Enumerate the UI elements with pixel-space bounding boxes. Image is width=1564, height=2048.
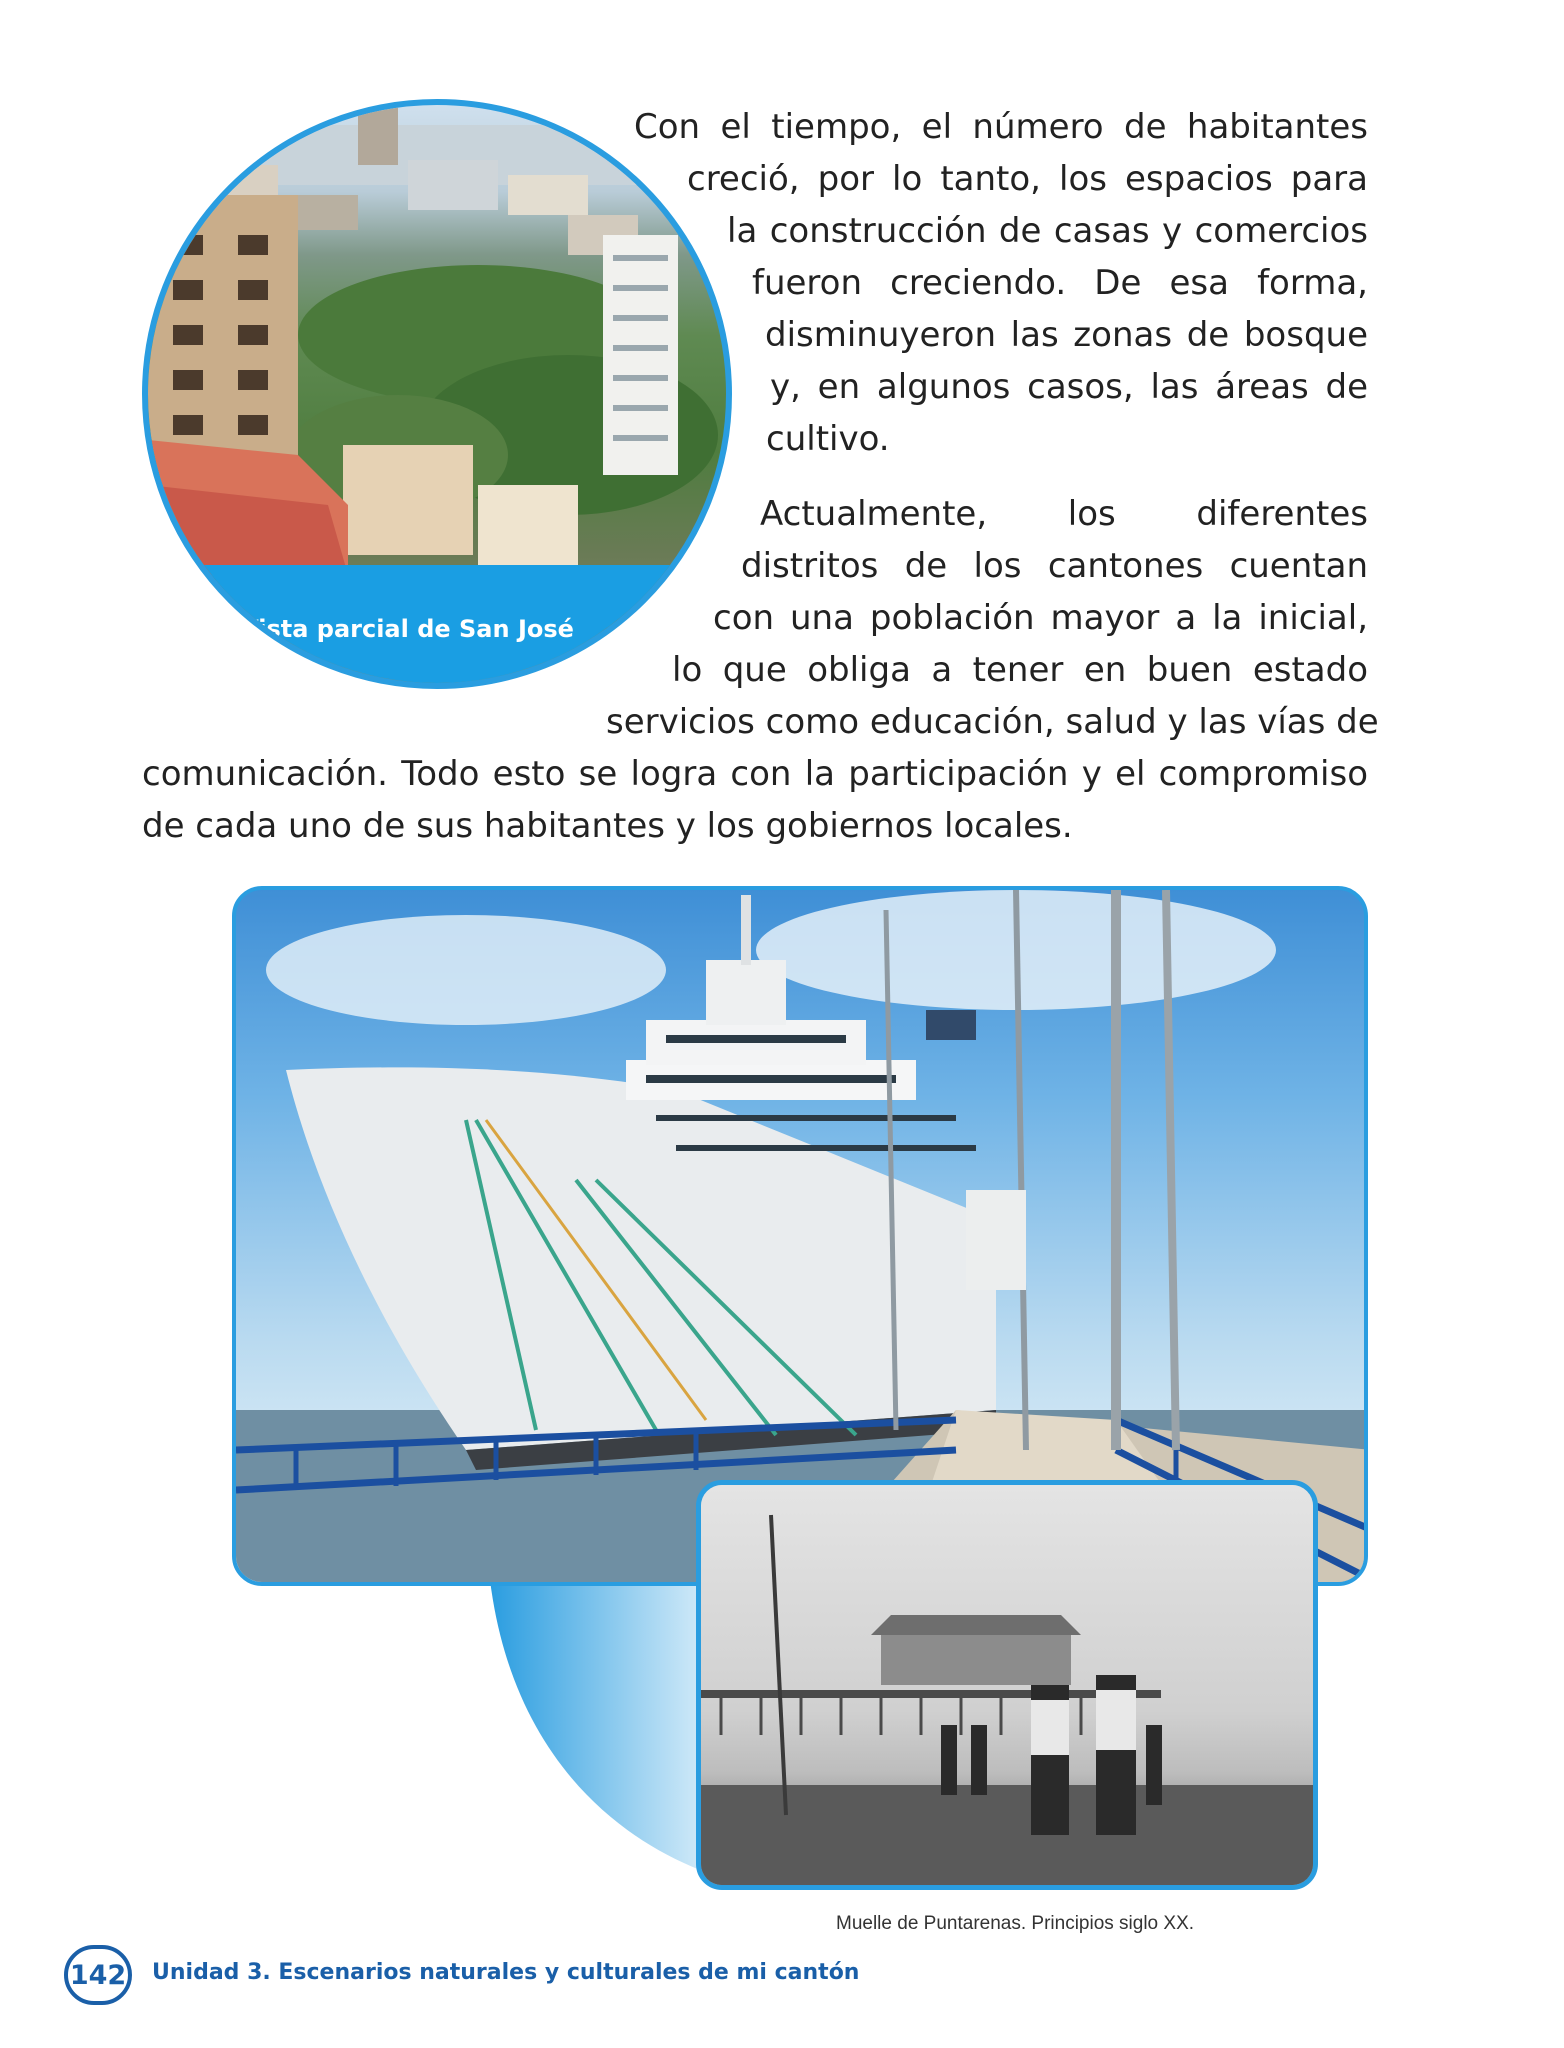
paragraph-line: creció, por lo tanto, los espacios para: [687, 159, 1368, 199]
paragraph-line: fueron creciendo. De esa forma,: [752, 263, 1368, 303]
paragraph-line: la construcción de casas y comercios: [727, 211, 1368, 251]
paragraph-line: distritos de los cantones cuentan: [741, 546, 1368, 586]
paragraph-line: con una población mayor a la inicial,: [713, 598, 1368, 638]
paragraph-line: lo que obliga a tener en buen estado: [672, 650, 1368, 690]
paragraph-line: disminuyeron las zonas de bosque: [765, 315, 1368, 355]
circle-photo-caption: Vista parcial de San José: [240, 615, 574, 643]
paragraph-line: servicios como educación, salud y las vías de: [606, 702, 1379, 742]
paragraph-1: [0, 101, 1368, 465]
old-photo-caption: Muelle de Puntarenas. Principios siglo XX.: [836, 1913, 1195, 1934]
paragraph-2: [0, 488, 1379, 852]
paragraph-line: y, en algunos casos, las áreas de: [770, 367, 1368, 407]
paragraph-line: Con el tiempo, el número de habitantes: [634, 107, 1368, 147]
paragraph-line: cultivo.: [766, 419, 890, 459]
page-number: 142: [64, 1945, 132, 2005]
paragraph-line: Actualmente, los diferentes: [760, 494, 1368, 534]
old-pier-photo: [696, 1480, 1318, 1890]
unit-title: Unidad 3. Escenarios naturales y culturales de mi cantón: [152, 1960, 860, 1985]
paragraph-line: comunicación. Todo esto se logra con la participación y el compromiso: [142, 754, 1368, 794]
paragraph-line: de cada uno de sus habitantes y los gobiernos locales.: [142, 806, 1073, 846]
old-pier-illustration: [701, 1485, 1318, 1890]
